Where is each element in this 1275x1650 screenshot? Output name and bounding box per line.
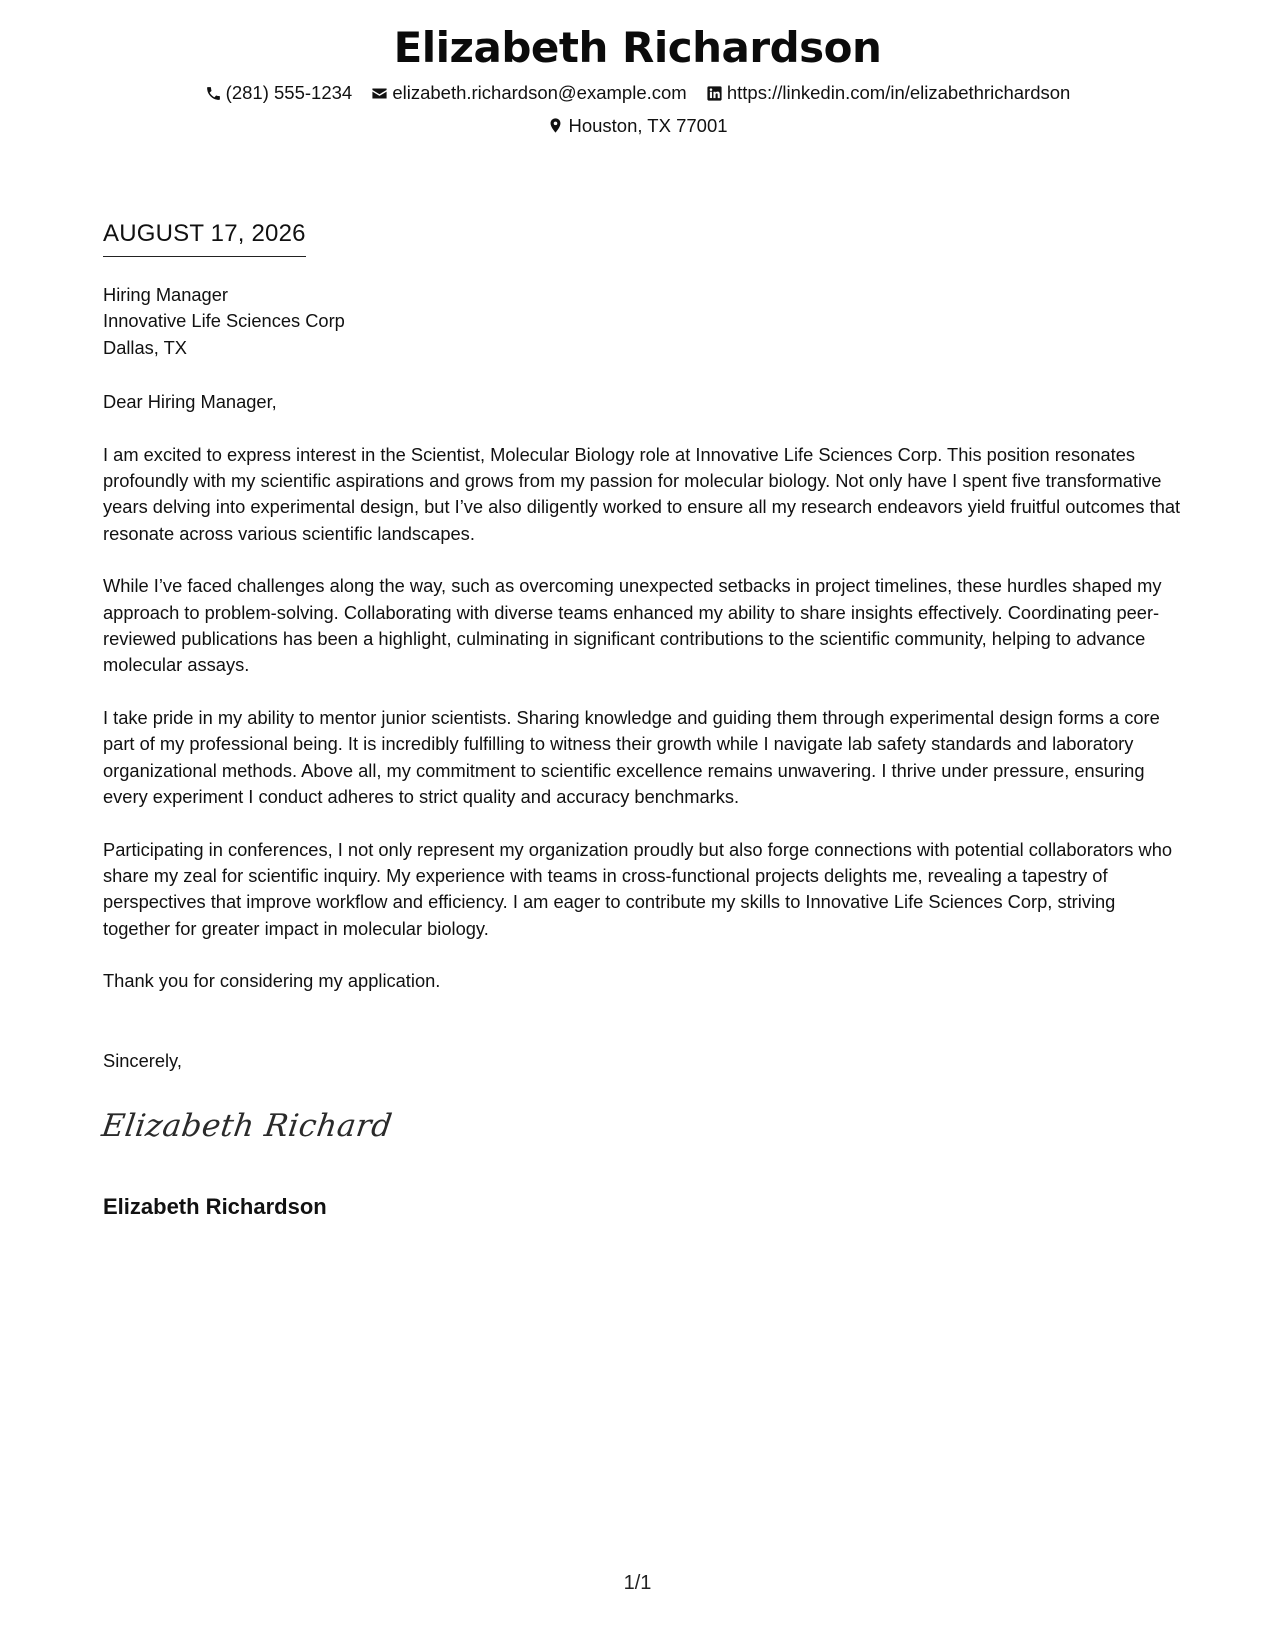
signoff: Sincerely, — [103, 1049, 182, 1071]
applicant-name-heading: Elizabeth Richardson — [393, 23, 882, 72]
letter-date: AUGUST 17, 2026 — [103, 218, 306, 257]
letter-body — [103, 282, 1183, 1074]
phone-number[interactable]: (281) 555-1234 — [225, 82, 353, 103]
body-paragraph: I take pride in my ability to mentor junior scientists. Sharing knowledge and guiding them through experimental design forms a core part of my professional being. It is incredibly fulfilling to witness their growth while I navigate lab safety standards and laboratory organizational methods. Above all, my commitment to scientific excellence remains unwavering. I thrive under pressure, ensuring every experiment I conduct adheres to strict quality and accuracy benchmarks. — [103, 706, 1160, 808]
signer-name: Elizabeth Richardson — [103, 1194, 327, 1219]
closing-thanks: Thank you for considering my application. — [103, 970, 441, 992]
letter-date-block — [103, 218, 306, 257]
handwritten-signature: Elizabeth Richard — [99, 1108, 395, 1144]
recipient-title: Hiring Manager — [103, 284, 228, 305]
contact-email — [371, 78, 686, 108]
contact-row-primary — [0, 78, 1275, 111]
envelope-icon — [371, 85, 388, 102]
linkedin-url[interactable]: https://linkedin.com/in/elizabethrichardson — [726, 82, 1071, 103]
contact-location — [547, 111, 727, 141]
contact-row-secondary — [0, 111, 1275, 144]
letter-header — [0, 18, 1275, 143]
salutation: Dear Hiring Manager, — [103, 391, 277, 413]
recipient-company: Innovative Life Sciences Corp — [103, 310, 345, 332]
phone-icon — [205, 85, 222, 102]
contact-linkedin — [706, 78, 1070, 108]
recipient-location: Dallas, TX — [103, 336, 187, 358]
recipient-block — [103, 282, 1183, 361]
body-paragraph: I am excited to express interest in the Scientist, Molecular Biology role at Innovative Life Sciences Corp. This position resonates profoundly with my scientific aspirations and grows from my passion for molecular biology. Not only have I spent five transformative years delving into experimental design, but I’ve also diligently worked to ensure all my research endeavors yield fruitful outcomes that resonate across various scientific landscapes. — [103, 443, 1181, 544]
location-text: Houston, TX 77001 — [568, 114, 728, 136]
body-paragraph: Participating in conferences, I not only represent my organization proudly but also forge connections with potential collaborators who share my zeal for scientific inquiry. My experience with teams in cross-functional projects delights me, revealing a tapestry of perspectives that improve workflow and efficiency. I am eager to contribute my skills to Innovative Life Sciences Corp, striving together for greater impact in molecular biology. — [103, 838, 1173, 939]
contact-phone — [205, 78, 353, 108]
linkedin-icon — [706, 85, 723, 102]
page-number: 1/1 — [623, 1572, 652, 1594]
body-paragraph: While I’ve faced challenges along the way, such as overcoming unexpected setbacks in project timelines, these hurdles shaped my approach to problem-solving. Collaborating with diverse teams enhanced my ability to share insights effectively. Coordinating peer-reviewed publications has been a highlight, culminating in significant contributions to the scientific community, helping to advance molecular assays. — [103, 575, 1162, 676]
map-pin-icon — [547, 117, 564, 134]
email-address[interactable]: elizabeth.richardson@example.com — [392, 82, 687, 103]
